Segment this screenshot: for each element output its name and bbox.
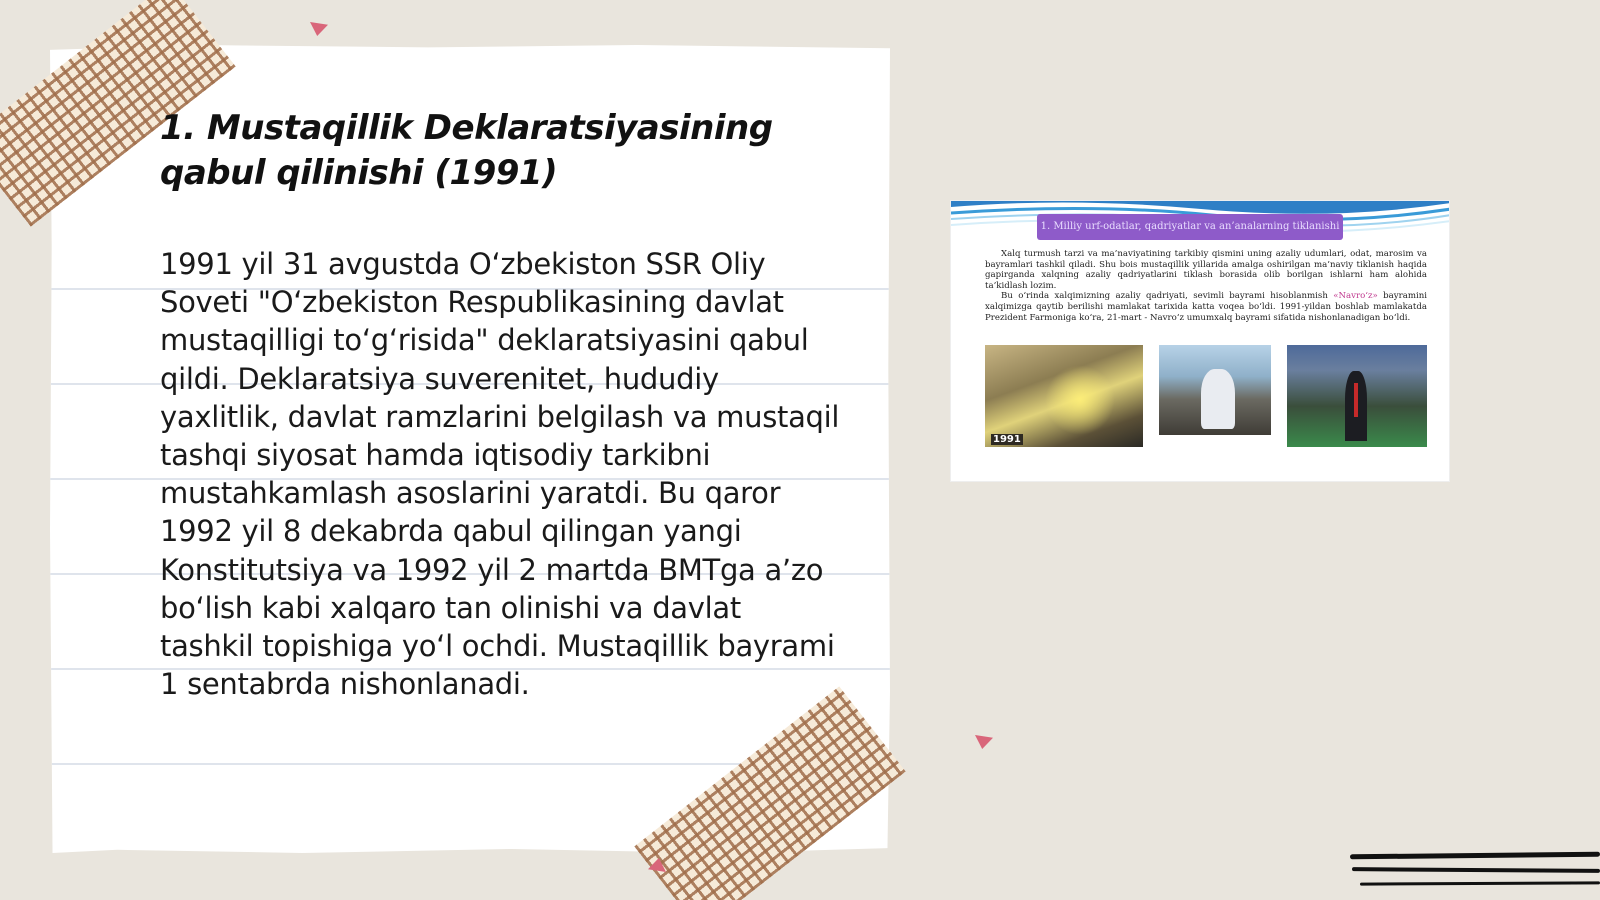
tape-corner-accent	[310, 22, 328, 36]
photo-president-greeting	[1287, 345, 1427, 447]
textbook-page-image	[950, 200, 1450, 482]
photo-1991-celebration	[985, 345, 1143, 447]
textbook-text-run: bayramini xalqimizga qaytib berilishi mamlakat tarixida katta voqea bo‘ldi. 1991-yildan boshlab mamlakatda Prezident Farmoniga ko‘ra, 21-mart - Navro‘z umumxalq bayrami sifatida nishonlanadigan bo‘ldi.	[985, 291, 1427, 323]
textbook-section-banner: 1. Milliy urf-odatlar, qadriyatlar va an’analarning tiklanishi	[1037, 214, 1343, 240]
decorative-stroke	[1352, 867, 1600, 873]
textbook-paragraph	[985, 291, 1427, 323]
photo-crowd-celebration	[1159, 345, 1271, 435]
tape-corner-accent	[975, 735, 993, 749]
photo-year-label: 1991	[993, 434, 1021, 445]
textbook-text-run: Bu o‘rinda xalqimizning azaliy qadriyati, sevimli bayrami hisoblanmish	[1001, 291, 1334, 302]
textbook-highlight: «Navro‘z»	[1333, 291, 1378, 302]
textbook-paragraph: Xalq turmush tarzi va ma’naviyatining tarkibiy qismini uning azaliy udumlari, odat, marosim va bayramlari tashkil qiladi. Shu bois mustaqillik yillarida amalga oshirilgan ma’naviy tiklanish haqida gapirganda xalqning azaliy qadriyatlarini tiklash borasida olib borilgan ishlarni ham alohida ta’kidlash lozim.	[985, 249, 1427, 291]
slide-title: 1. Mustaqillik Deklaratsiyasining qabul qilinishi (1991)	[160, 108, 773, 193]
slide-body-text: 1991 yil 31 avgustda O‘zbekiston SSR Oliy Soveti "O‘zbekiston Respublikasining davlat mustaqilligi to‘g‘risida" deklaratsiyasini qabul qildi. Deklaratsiya suverenitet, hududiy yaxlitlik, davlat ramzlarini belgilash va mustaqil tashqi siyosat hamda iqtisodiy tarkibni mustahkamlash asoslarini yaratdi. Bu qaror 1992 yil 8 dekabrda qabul qilingan yangi Konstitutsiya va 1992 yil 2 martda BMTga a’zo bo‘lish kabi xalqaro tan olinishi va davlat tashkil topishiga yo‘l ochdi. Mustaqillik bayrami 1 sentabrda nishonlanadi.	[160, 247, 840, 702]
decorative-stroke	[1360, 881, 1600, 885]
decorative-stroke	[1350, 852, 1600, 860]
textbook-text	[985, 249, 1427, 323]
